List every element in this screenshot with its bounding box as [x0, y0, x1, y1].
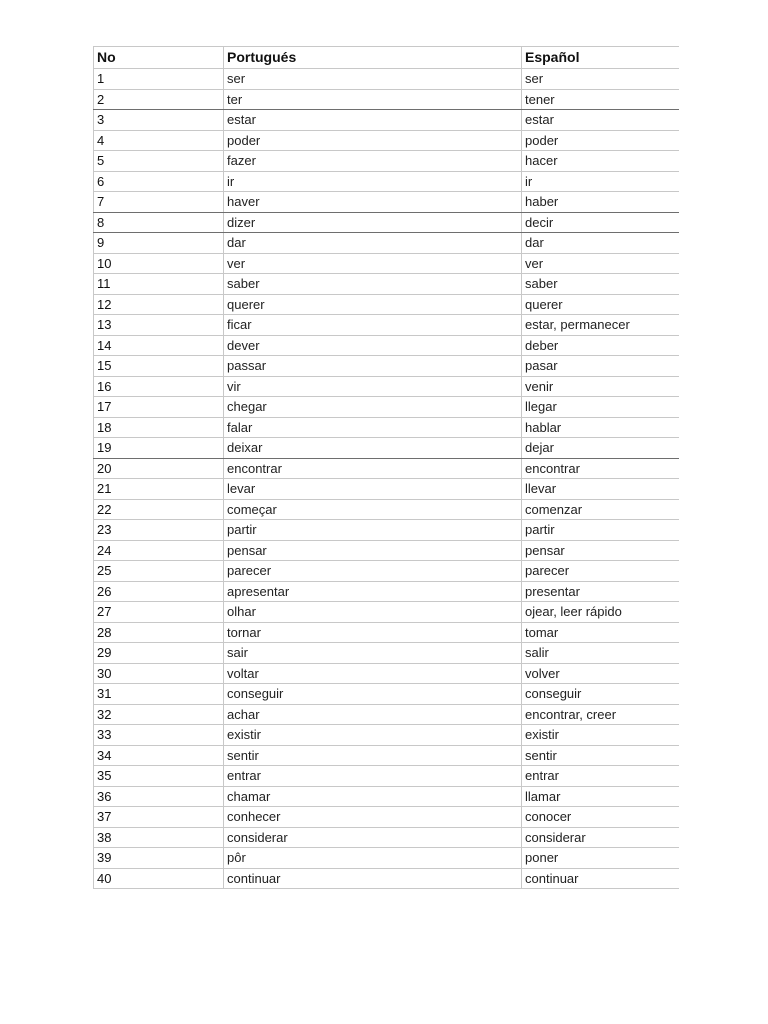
table-row — [94, 274, 679, 295]
spanish-word: encontrar, creer — [522, 704, 679, 725]
portuguese-word: falar — [224, 417, 522, 438]
portuguese-word: pôr — [224, 848, 522, 869]
spanish-word: existir — [522, 725, 679, 746]
table-row — [94, 643, 679, 664]
table-row — [94, 397, 679, 418]
portuguese-word: ser — [224, 69, 522, 90]
portuguese-word: querer — [224, 294, 522, 315]
header-portugues: Portugués — [224, 47, 522, 69]
spanish-word: poner — [522, 848, 679, 869]
portuguese-word: fazer — [224, 151, 522, 172]
header-espanol: Español — [522, 47, 679, 69]
row-number: 29 — [94, 643, 224, 664]
table-row — [94, 335, 679, 356]
table-row — [94, 233, 679, 254]
portuguese-word: começar — [224, 499, 522, 520]
table-row — [94, 417, 679, 438]
portuguese-word: dever — [224, 335, 522, 356]
table-row — [94, 192, 679, 213]
spanish-word: ir — [522, 171, 679, 192]
table-row — [94, 827, 679, 848]
spanish-word: decir — [522, 212, 679, 233]
row-number: 19 — [94, 438, 224, 459]
portuguese-word: tornar — [224, 622, 522, 643]
spanish-word: deber — [522, 335, 679, 356]
row-number: 20 — [94, 458, 224, 479]
spanish-word: partir — [522, 520, 679, 541]
row-number: 36 — [94, 786, 224, 807]
spanish-word: haber — [522, 192, 679, 213]
table-row — [94, 212, 679, 233]
table-row — [94, 499, 679, 520]
portuguese-word: dar — [224, 233, 522, 254]
spanish-word: conseguir — [522, 684, 679, 705]
table-row — [94, 376, 679, 397]
portuguese-word: olhar — [224, 602, 522, 623]
table-row — [94, 561, 679, 582]
spanish-word: estar, permanecer — [522, 315, 679, 336]
table-row — [94, 663, 679, 684]
spanish-word: ser — [522, 69, 679, 90]
row-number: 7 — [94, 192, 224, 213]
spanish-word: parecer — [522, 561, 679, 582]
portuguese-word: conseguir — [224, 684, 522, 705]
spanish-word: tener — [522, 89, 679, 110]
spanish-word: venir — [522, 376, 679, 397]
portuguese-word: voltar — [224, 663, 522, 684]
row-number: 39 — [94, 848, 224, 869]
row-number: 27 — [94, 602, 224, 623]
portuguese-word: haver — [224, 192, 522, 213]
header-no: No — [94, 47, 224, 69]
table-row — [94, 458, 679, 479]
spanish-word: dejar — [522, 438, 679, 459]
spanish-word: saber — [522, 274, 679, 295]
row-number: 18 — [94, 417, 224, 438]
row-number: 5 — [94, 151, 224, 172]
spanish-word: llamar — [522, 786, 679, 807]
table-row — [94, 848, 679, 869]
spanish-word: salir — [522, 643, 679, 664]
row-number: 21 — [94, 479, 224, 500]
spanish-word: conocer — [522, 807, 679, 828]
row-number: 38 — [94, 827, 224, 848]
portuguese-word: partir — [224, 520, 522, 541]
spanish-word: continuar — [522, 868, 679, 889]
row-number: 12 — [94, 294, 224, 315]
row-number: 33 — [94, 725, 224, 746]
portuguese-word: sair — [224, 643, 522, 664]
portuguese-word: existir — [224, 725, 522, 746]
row-number: 35 — [94, 766, 224, 787]
portuguese-word: dizer — [224, 212, 522, 233]
spanish-word: llevar — [522, 479, 679, 500]
spanish-word: ver — [522, 253, 679, 274]
row-number: 3 — [94, 110, 224, 131]
portuguese-word: estar — [224, 110, 522, 131]
table-row — [94, 807, 679, 828]
table-row — [94, 725, 679, 746]
spanish-word: encontrar — [522, 458, 679, 479]
table-row — [94, 89, 679, 110]
row-number: 4 — [94, 130, 224, 151]
portuguese-word: sentir — [224, 745, 522, 766]
portuguese-word: pensar — [224, 540, 522, 561]
spanish-word: pasar — [522, 356, 679, 377]
table-row — [94, 684, 679, 705]
spanish-word: comenzar — [522, 499, 679, 520]
portuguese-word: ir — [224, 171, 522, 192]
spanish-word: estar — [522, 110, 679, 131]
portuguese-word: ter — [224, 89, 522, 110]
table-row — [94, 868, 679, 889]
table-row — [94, 581, 679, 602]
portuguese-word: chegar — [224, 397, 522, 418]
row-number: 37 — [94, 807, 224, 828]
portuguese-word: poder — [224, 130, 522, 151]
portuguese-word: deixar — [224, 438, 522, 459]
row-number: 32 — [94, 704, 224, 725]
spanish-word: pensar — [522, 540, 679, 561]
table-row — [94, 786, 679, 807]
portuguese-word: parecer — [224, 561, 522, 582]
verb-table — [93, 46, 679, 889]
table-row — [94, 171, 679, 192]
row-number: 26 — [94, 581, 224, 602]
table-row — [94, 110, 679, 131]
portuguese-word: chamar — [224, 786, 522, 807]
spanish-word: entrar — [522, 766, 679, 787]
spanish-word: querer — [522, 294, 679, 315]
portuguese-word: levar — [224, 479, 522, 500]
table-row — [94, 438, 679, 459]
portuguese-word: encontrar — [224, 458, 522, 479]
table-row — [94, 151, 679, 172]
table-row — [94, 294, 679, 315]
row-number: 9 — [94, 233, 224, 254]
table-row — [94, 520, 679, 541]
spanish-word: hablar — [522, 417, 679, 438]
portuguese-word: apresentar — [224, 581, 522, 602]
row-number: 1 — [94, 69, 224, 90]
spanish-word: dar — [522, 233, 679, 254]
row-number: 30 — [94, 663, 224, 684]
table-row — [94, 602, 679, 623]
table-row — [94, 253, 679, 274]
row-number: 2 — [94, 89, 224, 110]
header-row — [94, 47, 679, 69]
table-row — [94, 540, 679, 561]
vocabulary-sheet — [93, 46, 678, 889]
spanish-word: poder — [522, 130, 679, 151]
portuguese-word: conhecer — [224, 807, 522, 828]
row-number: 14 — [94, 335, 224, 356]
spanish-word: ojear, leer rápido — [522, 602, 679, 623]
row-number: 15 — [94, 356, 224, 377]
portuguese-word: achar — [224, 704, 522, 725]
portuguese-word: ficar — [224, 315, 522, 336]
row-number: 25 — [94, 561, 224, 582]
row-number: 13 — [94, 315, 224, 336]
spanish-word: tomar — [522, 622, 679, 643]
table-row — [94, 479, 679, 500]
table-row — [94, 69, 679, 90]
row-number: 17 — [94, 397, 224, 418]
spanish-word: hacer — [522, 151, 679, 172]
portuguese-word: passar — [224, 356, 522, 377]
row-number: 8 — [94, 212, 224, 233]
table-row — [94, 745, 679, 766]
spanish-word: llegar — [522, 397, 679, 418]
row-number: 31 — [94, 684, 224, 705]
portuguese-word: considerar — [224, 827, 522, 848]
table-row — [94, 315, 679, 336]
row-number: 6 — [94, 171, 224, 192]
spanish-word: considerar — [522, 827, 679, 848]
row-number: 10 — [94, 253, 224, 274]
row-number: 11 — [94, 274, 224, 295]
table-body — [94, 69, 679, 889]
portuguese-word: entrar — [224, 766, 522, 787]
row-number: 34 — [94, 745, 224, 766]
table-row — [94, 356, 679, 377]
row-number: 28 — [94, 622, 224, 643]
table-row — [94, 130, 679, 151]
portuguese-word: saber — [224, 274, 522, 295]
table-row — [94, 704, 679, 725]
portuguese-word: continuar — [224, 868, 522, 889]
portuguese-word: vir — [224, 376, 522, 397]
row-number: 23 — [94, 520, 224, 541]
portuguese-word: ver — [224, 253, 522, 274]
table-row — [94, 622, 679, 643]
row-number: 22 — [94, 499, 224, 520]
row-number: 16 — [94, 376, 224, 397]
spanish-word: presentar — [522, 581, 679, 602]
table-row — [94, 766, 679, 787]
row-number: 24 — [94, 540, 224, 561]
spanish-word: volver — [522, 663, 679, 684]
spanish-word: sentir — [522, 745, 679, 766]
row-number: 40 — [94, 868, 224, 889]
